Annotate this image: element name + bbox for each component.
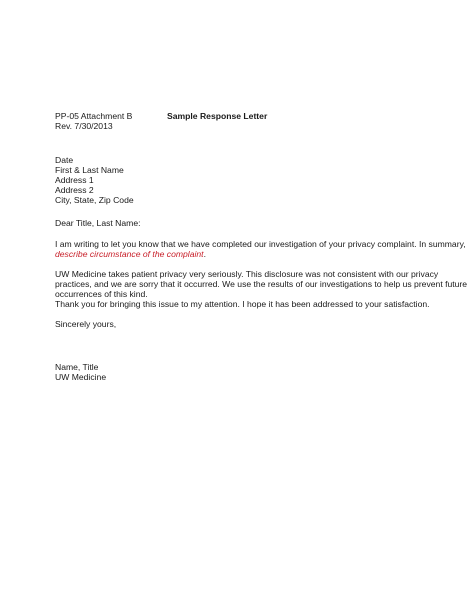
- date-line: Date: [55, 155, 74, 165]
- address-line-2: Address 2: [55, 185, 94, 195]
- paragraph-2-line-2: practices, and we are sorry that it occurred. We use the results of our investigations to help us prevent future: [55, 279, 468, 289]
- salutation: Dear Title, Last Name:: [55, 218, 141, 228]
- document-title: Sample Response Letter: [167, 111, 268, 121]
- recipient-name-line: First & Last Name: [55, 165, 124, 175]
- attachment-label: PP-05 Attachment B: [55, 111, 133, 121]
- paragraph-2-line-1: UW Medicine takes patient privacy very seriously. This disclosure was not consistent with our privacy: [55, 269, 439, 279]
- revision-label: Rev. 7/30/2013: [55, 121, 113, 131]
- paragraph-3: Thank you for bringing this issue to my attention. I hope it has been addressed to your satisfaction.: [55, 299, 430, 309]
- complaint-placeholder: describe circumstance of the complaint: [55, 249, 204, 259]
- paragraph-1-line-1: I am writing to let you know that we have completed our investigation of your privacy complaint. In summary,: [55, 239, 466, 249]
- signature-name-title: Name, Title: [55, 362, 99, 372]
- city-state-zip-line: City, State, Zip Code: [55, 195, 134, 205]
- paragraph-1-line-2: describe circumstance of the complaint.: [55, 249, 206, 259]
- signature-organization: UW Medicine: [55, 372, 107, 382]
- paragraph-2-line-3: occurrences of this kind.: [55, 289, 148, 299]
- address-line-1: Address 1: [55, 175, 94, 185]
- closing: Sincerely yours,: [55, 319, 117, 329]
